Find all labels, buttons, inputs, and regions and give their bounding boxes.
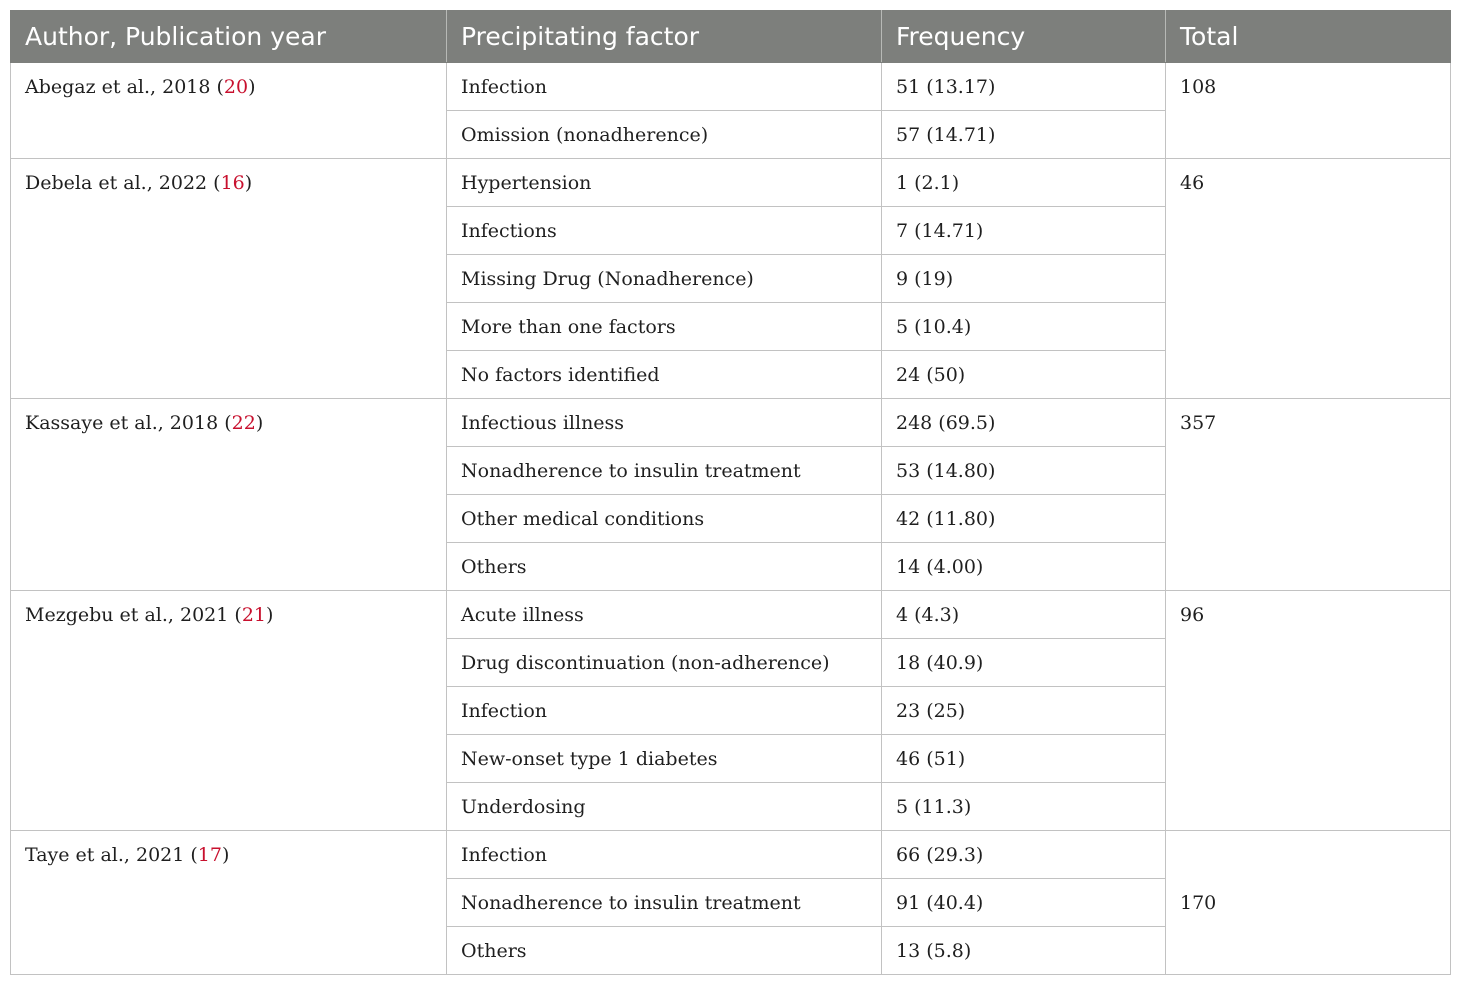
factor-cell: Others [447,543,882,591]
citation-link[interactable]: 20 [223,76,249,98]
factor-cell: Infection [447,831,882,879]
factor-cell: Missing Drug (Nonadherence) [447,255,882,303]
factor-cell: Infections [447,207,882,255]
factor-cell: New-onset type 1 diabetes [447,735,882,783]
factor-cell: Underdosing [447,783,882,831]
factor-cell: Drug discontinuation (non-adherence) [447,639,882,687]
frequency-cell: 53 (14.80) [882,447,1166,495]
frequency-cell: 1 (2.1) [882,159,1166,207]
total-cell: 46 [1166,159,1451,399]
citation-link[interactable]: 22 [231,412,256,434]
factor-cell: Acute illness [447,591,882,639]
factor-cell: Nonadherence to insulin treatment [447,879,882,927]
factor-cell: Hypertension [447,159,882,207]
frequency-cell: 13 (5.8) [882,927,1166,975]
header-factor: Precipitating factor [447,11,882,63]
frequency-cell: 66 (29.3) [882,831,1166,879]
factor-cell: Others [447,927,882,975]
citation-link[interactable]: 21 [241,604,266,626]
header-total: Total [1166,11,1451,63]
factor-cell: No factors identified [447,351,882,399]
author-cell: Debela et al., 2022 (16) [11,159,447,399]
factor-cell: Nonadherence to insulin treatment [447,447,882,495]
author-cell: Kassaye et al., 2018 (22) [11,399,447,591]
factor-cell: Omission (nonadherence) [447,111,882,159]
author-cell: Abegaz et al., 2018 (20) [11,63,447,159]
frequency-cell: 23 (25) [882,687,1166,735]
citation-link[interactable]: 16 [220,172,245,194]
frequency-cell: 4 (4.3) [882,591,1166,639]
frequency-cell: 46 (51) [882,735,1166,783]
factor-cell: Other medical conditions [447,495,882,543]
frequency-cell: 7 (14.71) [882,207,1166,255]
frequency-cell: 5 (10.4) [882,303,1166,351]
frequency-cell: 5 (11.3) [882,783,1166,831]
total-cell: 357 [1166,399,1451,591]
citation-link[interactable]: 17 [197,844,222,866]
total-cell: 170 [1166,831,1451,975]
header-author: Author, Publication year [11,11,447,63]
frequency-cell: 51 (13.17) [882,63,1166,111]
frequency-cell: 248 (69.5) [882,399,1166,447]
frequency-cell: 18 (40.9) [882,639,1166,687]
table-row [11,159,1451,207]
frequency-cell: 91 (40.4) [882,879,1166,927]
frequency-cell: 9 (19) [882,255,1166,303]
table-row [11,399,1451,447]
frequency-cell: 24 (50) [882,351,1166,399]
header-row [11,11,1451,63]
frequency-cell: 14 (4.00) [882,543,1166,591]
frequency-cell: 42 (11.80) [882,495,1166,543]
header-frequency: Frequency [882,11,1166,63]
author-cell: Taye et al., 2021 (17) [11,831,447,975]
table-row [11,831,1451,879]
table-row [11,591,1451,639]
precipitating-factors-table [10,10,1451,975]
total-cell: 96 [1166,591,1451,831]
total-cell: 108 [1166,63,1451,159]
table-row [11,63,1451,111]
factor-cell: Infectious illness [447,399,882,447]
author-cell: Mezgebu et al., 2021 (21) [11,591,447,831]
factor-cell: Infection [447,687,882,735]
frequency-cell: 57 (14.71) [882,111,1166,159]
factor-cell: More than one factors [447,303,882,351]
factor-cell: Infection [447,63,882,111]
